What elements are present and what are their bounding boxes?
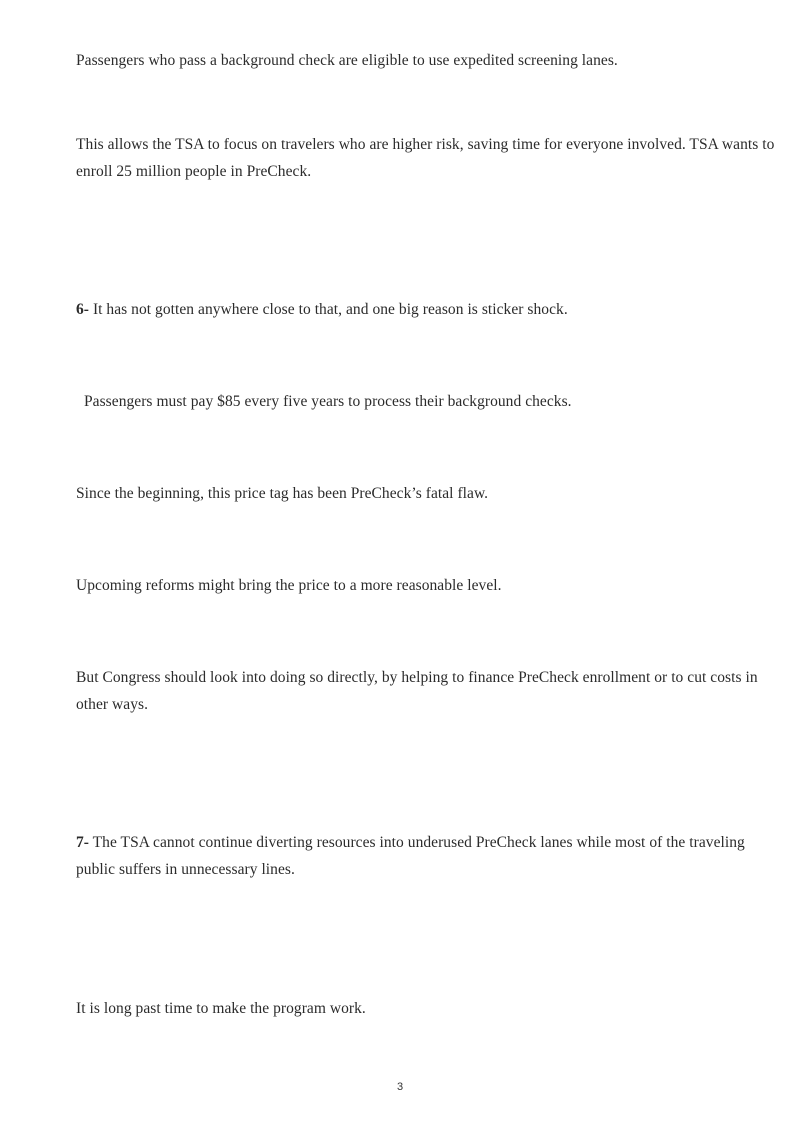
paragraph-background-check <box>76 47 776 74</box>
paragraph-text: It has not gotten anywhere close to that, and one big reason is sticker shock. <box>89 301 568 318</box>
paragraph-text: This allows the TSA to focus on travelers who are higher risk, saving time for everyone involved. TSA wants to enroll 25 million people in PreCheck. <box>76 136 775 180</box>
paragraph-text: The TSA cannot continue diverting resources into underused PreCheck lanes while most of the traveling public suffers in unnecessary lines. <box>76 834 745 878</box>
page-number: 3 <box>396 1081 404 1093</box>
paragraph-text: Since the beginning, this price tag has been PreCheck’s fatal flaw. <box>76 485 489 502</box>
paragraph-congress <box>76 664 776 718</box>
paragraph-fatal-flaw <box>76 480 776 507</box>
point-number: 6- <box>76 301 90 318</box>
paragraph-conclusion <box>76 995 776 1022</box>
paragraph-reforms <box>76 572 776 599</box>
paragraph-text: Upcoming reforms might bring the price to a more reasonable level. <box>76 577 502 594</box>
paragraph-text: Passengers must pay $85 every five years to process their background checks. <box>84 393 572 410</box>
paragraph-text: But Congress should look into doing so directly, by helping to finance PreCheck enrollment or to cut costs in other ways. <box>76 669 758 713</box>
paragraph-price <box>84 388 784 415</box>
paragraph-text: Passengers who pass a background check are eligible to use expedited screening lanes. <box>76 52 618 69</box>
paragraph-text: It is long past time to make the program work. <box>76 1000 366 1017</box>
paragraph-tsa-focus <box>76 131 776 185</box>
paragraph-point-7 <box>76 829 776 883</box>
point-number: 7- <box>76 834 90 851</box>
paragraph-point-6 <box>76 296 776 323</box>
